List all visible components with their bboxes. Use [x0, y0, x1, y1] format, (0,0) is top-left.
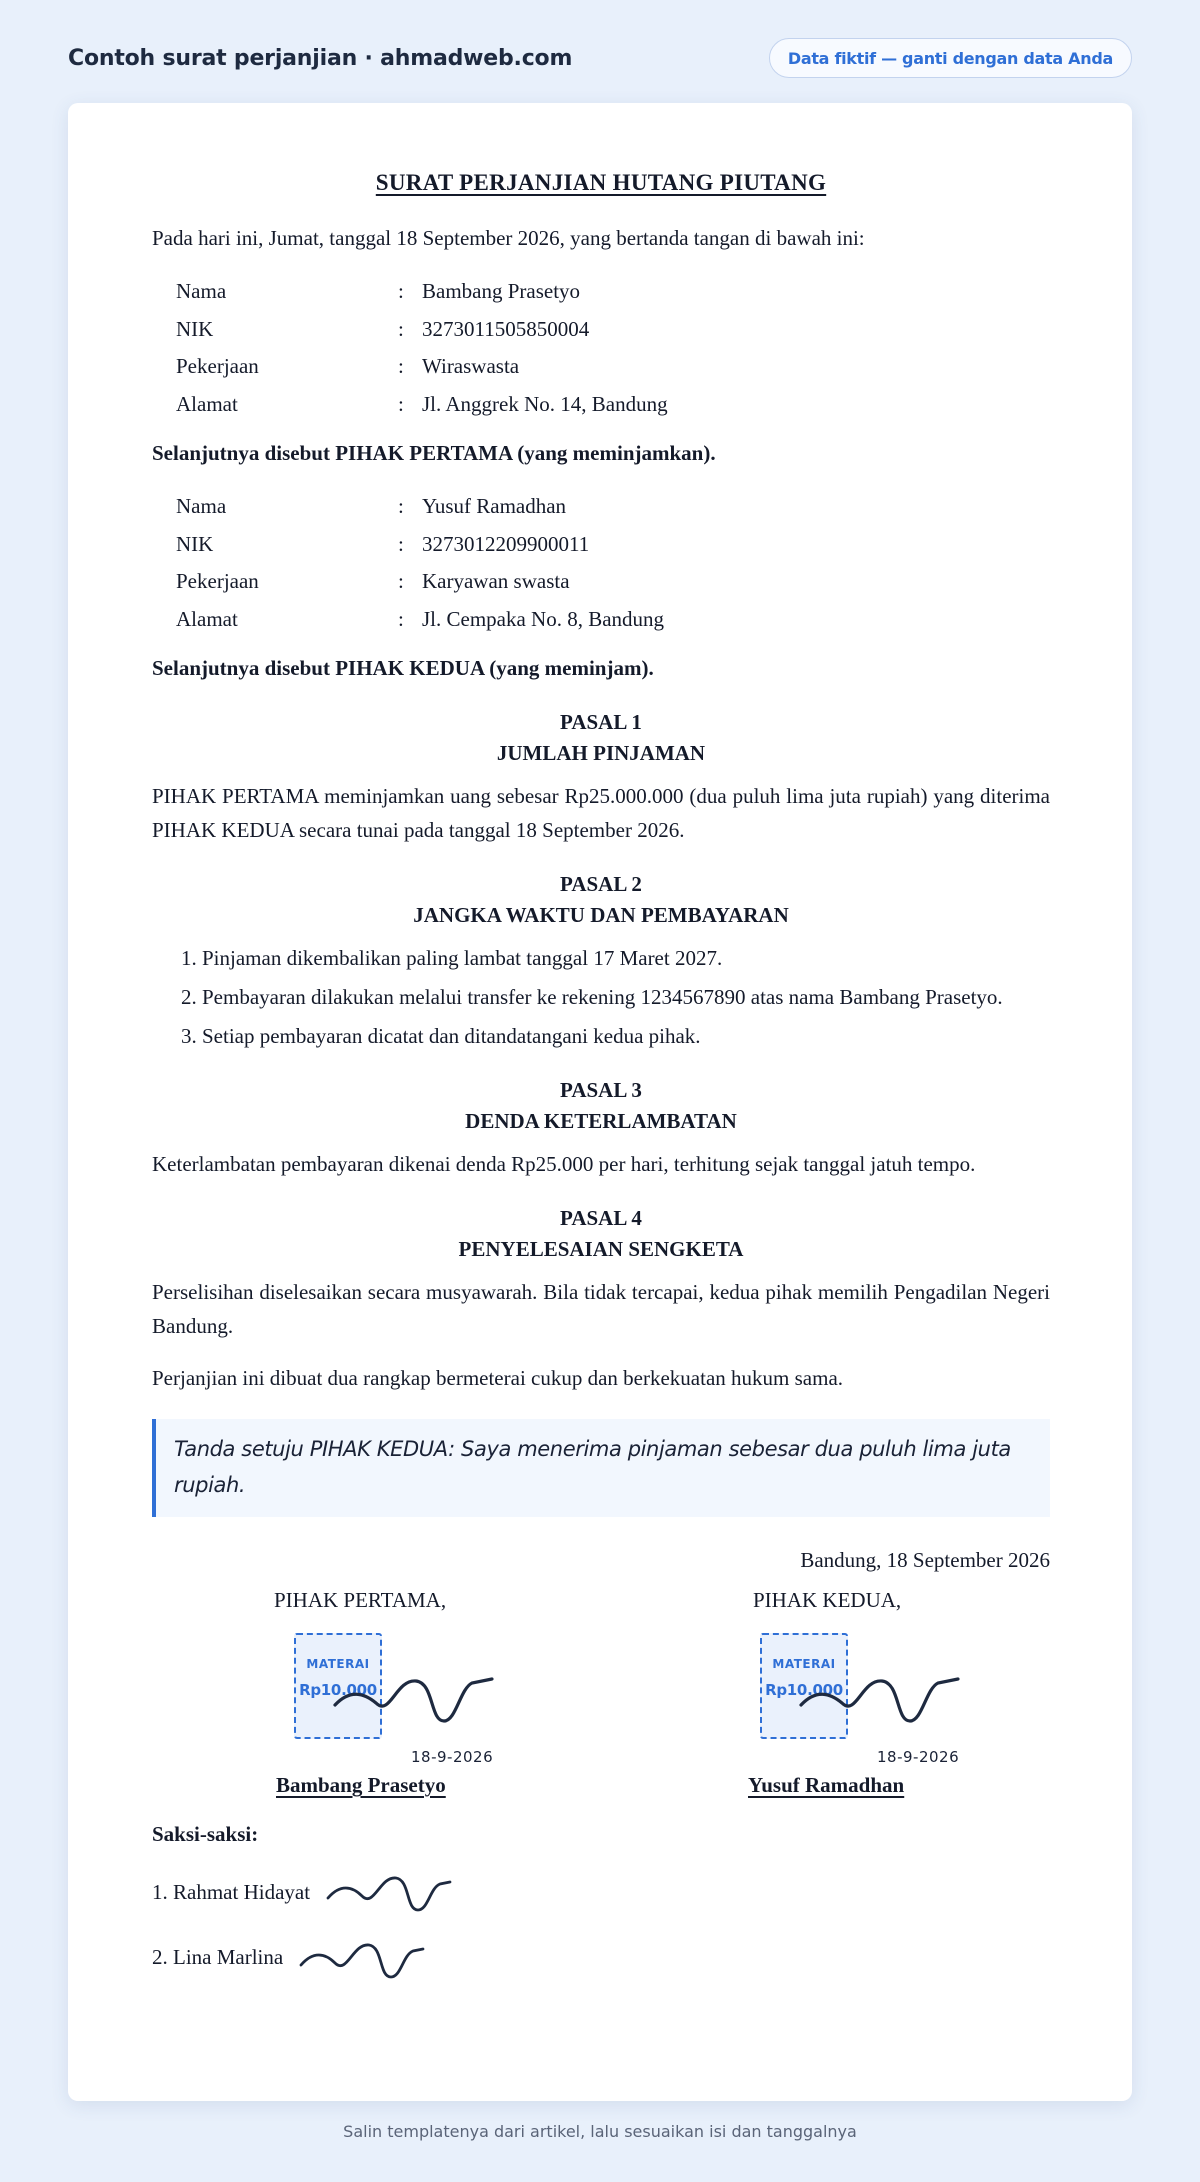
- signer-name: Bambang Prasetyo: [276, 1773, 446, 1797]
- signature-scribble-icon: [297, 1935, 427, 1979]
- pasal-1-heading: [152, 707, 1050, 769]
- list-item: 1. Pinjaman dikembalikan paling lambat tanggal 17 Maret 2027.: [202, 941, 1050, 975]
- field-value: Jl. Cempaka No. 8, Bandung: [422, 606, 665, 631]
- list-item: 2. Pembayaran dilakukan melalui transfer ke rekening 1234567890 atas nama Bambang Prasetyo.: [202, 980, 1050, 1014]
- pasal-4-text: Perselisihan diselesaikan secara musyawarah. Bila tidak tercapai, kedua pihak memilih Pengadilan Negeri Bandung.: [152, 1280, 1050, 1338]
- signature-date: 18-9-2026: [877, 1748, 960, 1766]
- pasal-title: JANGKA WAKTU DAN PEMBAYARAN: [413, 903, 789, 927]
- signer-role: PIHAK PERTAMA,: [274, 1588, 447, 1612]
- stamp-label: MATERAI: [306, 1657, 370, 1671]
- party-two-closing: Selanjutnya disebut PIHAK KEDUA (yang meminjam).: [152, 656, 654, 680]
- site-title: Contoh surat perjanjian · ahmadweb.com: [68, 45, 573, 71]
- stamp-value: Rp10.000: [765, 1681, 843, 1699]
- pasal-number: PASAL 4: [560, 1206, 642, 1230]
- fictitious-data-badge: Data fiktif — ganti dengan data Anda: [769, 38, 1132, 78]
- pasal-title: JUMLAH PINJAMAN: [496, 741, 706, 765]
- final-statement: Perjanjian ini dibuat dua rangkap bermeterai cukup dan berkekuatan hukum sama.: [152, 1366, 844, 1390]
- pasal-2-heading: [152, 869, 1050, 931]
- pasal-number: PASAL 1: [560, 710, 642, 734]
- signer-name: Yusuf Ramadhan: [748, 1773, 905, 1797]
- list-item: 3. Setiap pembayaran dicatat dan ditandatangani kedua pihak.: [202, 1019, 1050, 1053]
- footer-caption: Salin templatenya dari artikel, lalu sesuaikan isi dan tanggalnya: [343, 2122, 857, 2141]
- stamp-label: MATERAI: [772, 1657, 836, 1671]
- field-colon: :: [398, 606, 404, 631]
- field-label: Alamat: [176, 391, 238, 416]
- witnesses-heading: Saksi-saksi:: [152, 1822, 259, 1846]
- field-value: Wiraswasta: [422, 354, 520, 378]
- party-one-details: [176, 273, 1050, 423]
- field-value: Yusuf Ramadhan: [422, 494, 567, 518]
- pasal-4-heading: [152, 1203, 1050, 1265]
- witness-row: [152, 1924, 1050, 1989]
- pasal-title: PENYELESAIAN SENGKETA: [458, 1237, 744, 1261]
- signature-area: [152, 1577, 1050, 1817]
- field-label: Nama: [176, 279, 227, 303]
- pasal-title: DENDA KETERLAMBATAN: [465, 1109, 737, 1133]
- pasal-2-list: [152, 941, 1050, 1053]
- field-value: Bambang Prasetyo: [422, 279, 581, 303]
- witness-name: 2. Lina Marlina: [152, 1944, 284, 1969]
- party-two-details: [176, 488, 1050, 638]
- stamp-value: Rp10.000: [299, 1681, 377, 1699]
- party-two-address-row: [176, 601, 1050, 639]
- field-label: Pekerjaan: [176, 569, 259, 593]
- document-sheet: [68, 103, 1132, 2101]
- field-label: Pekerjaan: [176, 354, 259, 378]
- signer-role: PIHAK KEDUA,: [753, 1588, 902, 1612]
- pasal-1-text: PIHAK PERTAMA meminjamkan uang sebesar Rp25.000.000 (dua puluh lima juta rupiah) yang diterima PIHAK KEDUA secara tunai pada tanggal 18 September 2026.: [152, 784, 1050, 842]
- handwritten-approval-note: Tanda setuju PIHAK KEDUA: Saya menerima pinjaman sebesar dua puluh lima juta rupiah.: [152, 1419, 1050, 1517]
- field-label: NIK: [176, 531, 214, 556]
- field-value: 3273011505850004: [422, 316, 590, 341]
- party-one-nik-row: [176, 311, 1050, 349]
- field-colon: :: [398, 316, 404, 341]
- field-colon: :: [398, 354, 404, 378]
- field-label: Alamat: [176, 606, 238, 631]
- agreement-document: [152, 163, 1050, 1989]
- signature-scribble-icon: [324, 1870, 454, 1914]
- signature-scribble-icon: [332, 1667, 502, 1727]
- document-title: SURAT PERJANJIAN HUTANG PIUTANG: [375, 170, 827, 195]
- signature-date: 18-9-2026: [411, 1748, 494, 1766]
- party-one-name-row: [176, 273, 1050, 311]
- party-one-occupation-row: [176, 348, 1050, 386]
- field-label: Nama: [176, 494, 227, 518]
- field-value: Jl. Anggrek No. 14, Bandung: [422, 391, 668, 416]
- pasal-3-heading: [152, 1075, 1050, 1137]
- field-colon: :: [398, 494, 404, 518]
- party-one-closing: Selanjutnya disebut PIHAK PERTAMA (yang meminjamkan).: [152, 441, 716, 465]
- pasal-number: PASAL 2: [560, 872, 642, 896]
- party-one-address-row: [176, 386, 1050, 424]
- intro-paragraph: Pada hari ini, Jumat, tanggal 18 September 2026, yang bertanda tangan di bawah ini:: [152, 226, 865, 250]
- pasal-number: PASAL 3: [560, 1078, 642, 1102]
- field-value: Karyawan swasta: [422, 569, 570, 593]
- party-two-occupation-row: [176, 563, 1050, 601]
- party-two-name-row: [176, 488, 1050, 526]
- place-date: Bandung, 18 September 2026: [800, 1548, 1050, 1572]
- witness-row: [152, 1859, 1050, 1924]
- field-colon: :: [398, 569, 404, 593]
- signature-scribble-icon: [798, 1667, 968, 1727]
- field-value: 3273012209900011: [422, 531, 590, 556]
- field-colon: :: [398, 279, 404, 303]
- party-two-nik-row: [176, 526, 1050, 564]
- field-label: NIK: [176, 316, 214, 341]
- witness-name: 1. Rahmat Hidayat: [152, 1879, 311, 1904]
- field-colon: :: [398, 531, 404, 556]
- witness-list: [152, 1859, 1050, 1989]
- pasal-3-text: Keterlambatan pembayaran dikenai denda Rp25.000 per hari, terhitung sejak tanggal jatuh tempo.: [152, 1152, 976, 1176]
- top-bar: [68, 38, 1132, 78]
- field-colon: :: [398, 391, 404, 416]
